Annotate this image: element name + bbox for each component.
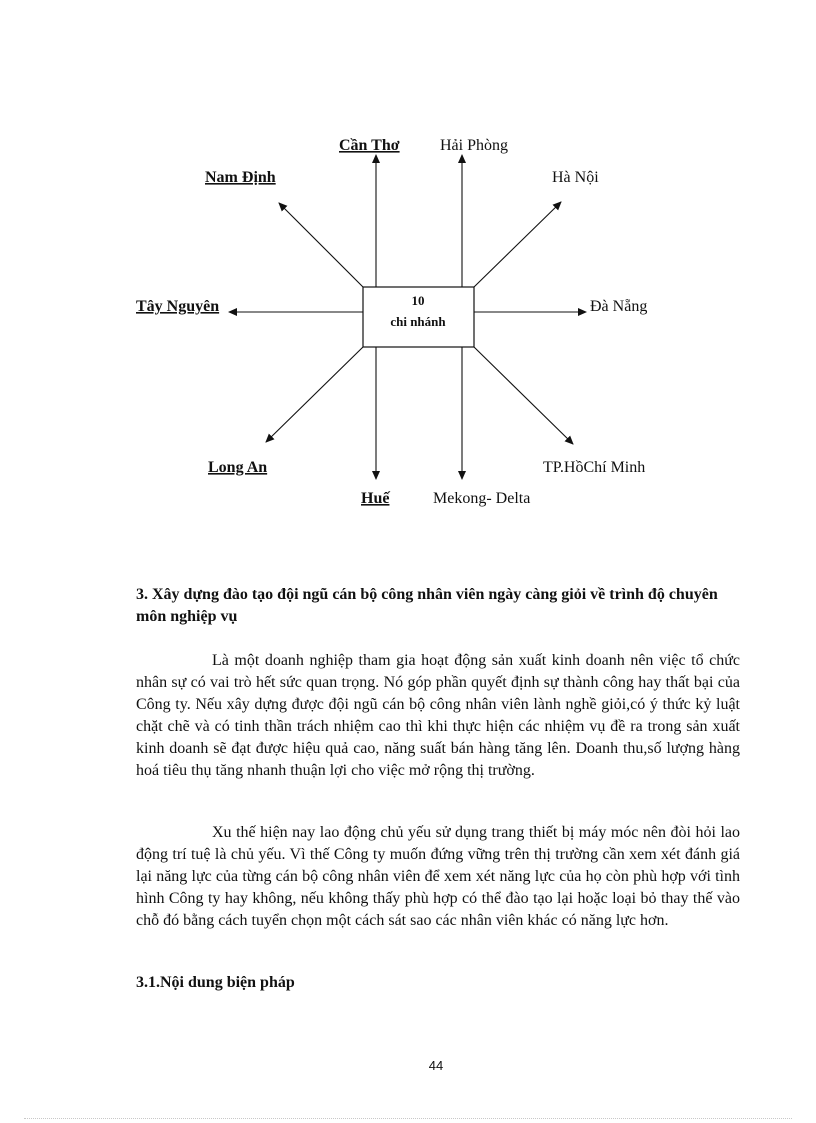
label-mekong: Mekong- Delta (433, 490, 531, 507)
section-3-1-heading: 3.1.Nội dung biện pháp (136, 974, 295, 991)
arrow-nam-dinh (279, 203, 363, 287)
center-box-label: chi nhánh (390, 314, 446, 329)
label-tay-nguyen: Tây Nguyên (136, 298, 220, 315)
section-3-paragraph-2: Xu thế hiện nay lao động chủ yếu sử dụng trang thiết bị máy móc nên đòi hỏi lao động trí tuệ là chủ yếu. Vì thế Công ty muốn đứng vững trên thị trường cần xem xét đánh giá lại năng lực của từng cán bộ công nhân viên để xem xét năng lực của họ còn phù hợp với tình hình Công ty hay không, nếu không thấy phù hợp có thể đào tạo lại hoặc loại bỏ thay thế vào chỗ đó bằng cách tuyển chọn một cách sát sao các nhân viên khác có năng lực hơn. (136, 824, 740, 929)
section-3-paragraph-1: Là một doanh nghiệp tham gia hoạt động sản xuất kinh doanh nên việc tổ chức nhân sự có vai trò hết sức quan trọng. Nó góp phần quyết định sự thành công hay thất bại của Công ty. Nếu xây dựng được đội ngũ cán bộ công nhân viên lành nghề giỏi,có ý thức kỷ luật chặt chẽ và có tinh thần trách nhiệm cao thì khi thực hiện các nhiệm vụ đề ra trong sản xuất kinh doanh sẽ đạt được hiệu quả cao, năng suất bán hàng tăng lên. Doanh thu,số lượng hàng hoá tiêu thụ tăng nhanh thuận lợi cho việc mở rộng thị trường. (136, 652, 740, 779)
arrow-long-an (266, 347, 363, 442)
label-tp-hcm: TP.HồChí Minh (543, 459, 646, 476)
label-da-nang: Đà Nẵng (590, 298, 648, 315)
page-number: 44 (428, 1058, 444, 1073)
label-ha-noi: Hà Nội (552, 169, 599, 186)
label-hai-phong: Hải Phòng (440, 137, 508, 154)
branch-diagram (0, 0, 816, 560)
label-can-tho: Cần Thơ (339, 137, 400, 154)
arrow-tp-hcm (474, 347, 573, 444)
arrow-ha-noi (474, 202, 561, 287)
section-3-heading: 3. Xây dựng đào tạo đội ngũ cán bộ công nhân viên ngày càng giỏi về trình độ chuyên môn nghiệp vụ (136, 586, 718, 625)
center-box-number: 10 (411, 293, 425, 308)
page-bottom-dotted-line (24, 1118, 792, 1119)
label-nam-dinh: Nam Định (205, 169, 276, 186)
label-long-an: Long An (208, 459, 268, 476)
label-hue: Huế (361, 490, 390, 507)
